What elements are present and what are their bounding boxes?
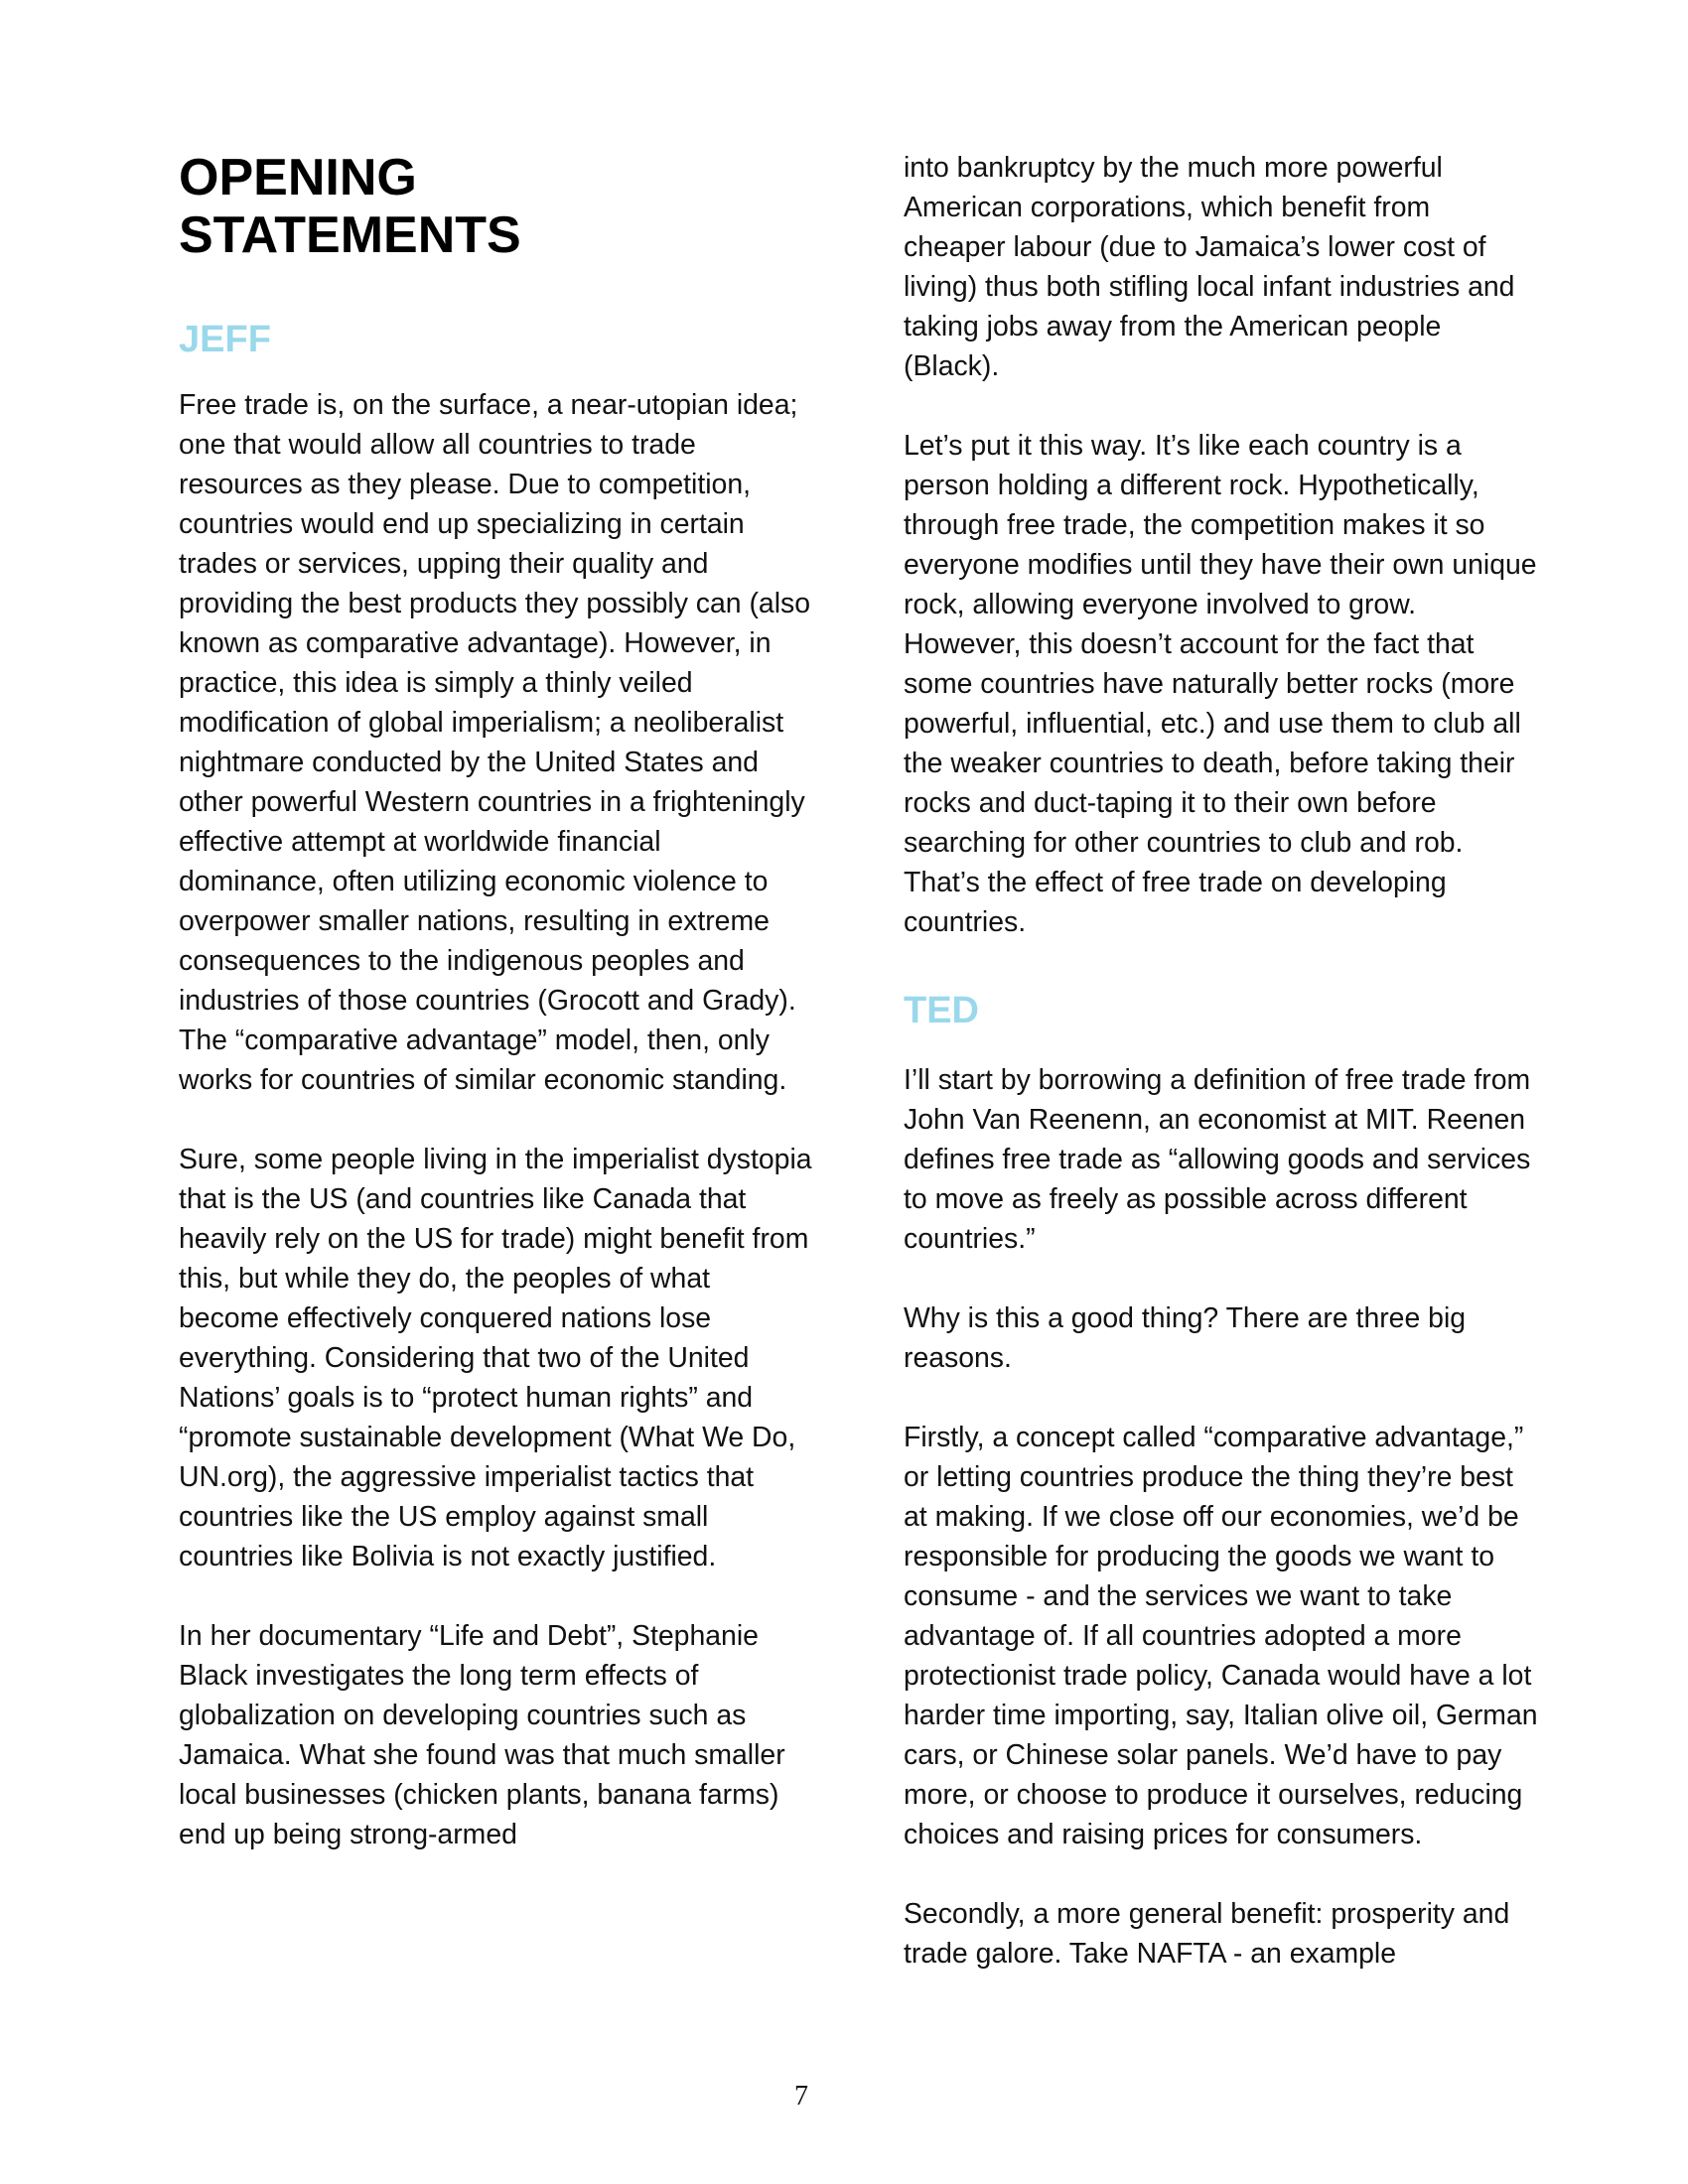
page-title-line-2: STATEMENTS <box>179 206 521 264</box>
ted-paragraph-2: Why is this a good thing? There are three big reasons. <box>904 1302 1467 1374</box>
jeff-paragraph-2: Sure, some people living in the imperialist dystopia that is the US (and countries like Canada that heavily rely on the US for trade) might benefit from this, but while they do, the peoples of what become effectively conquered nations lose everything. Considering that two of the United Nations’ goals is to “protect human rights” and “promote sustainable development (What We Do, UN.org), the aggressive imperialist tactics that countries like the US employ against small countries like Bolivia is not exactly justified. <box>179 1144 812 1572</box>
jeff-paragraph-5: Let’s put it this way. It’s like each country is a person holding a different rock. Hypothetically, through free trade, the competition makes it so everyone modifies until they have their own unique rock, allowing everyone involved to grow. However, this doesn’t account for the fact that some countries have naturally better rocks (more powerful, influential, etc.) and use them to club all the weaker countries to death, before taking their rocks and duct-taping it to their own before searching for other countries to club and rob. That’s the effect of free trade on developing countries. <box>904 430 1537 938</box>
jeff-paragraph-1: Free trade is, on the surface, a near-utopian idea; one that would allow all countries to trade resources as they please. Due to competition, countries would end up specializing in certain trades or services, upping their quality and providing the best products they possibly can (also known as comparative advantage). However, in practice, this idea is simply a thinly veiled modification of global imperialism; a neoliberalist nightmare conducted by the United States and other powerful Western countries in a frighteningly effective attempt at worldwide financial dominance, often utilizing economic violence to overpower smaller nations, resulting in extreme consequences to the indigenous peoples and industries of those countries (Grocott and Grady). The “comparative advantage” model, then, only works for countries of similar economic standing. <box>179 389 810 1096</box>
jeff-paragraph-3: In her documentary “Life and Debt”, Stephanie Black investigates the long term effects of globalization on developing countries such as Jamaica. What she found was that much smaller local businesses (chicken plants, banana farms) end up being strong-armed <box>179 1620 785 1850</box>
jeff-statement-continued <box>904 148 1539 942</box>
page-title-line-1: OPENING <box>179 149 417 206</box>
ted-statement <box>904 1060 1539 1974</box>
jeff-paragraph-4: into bankruptcy by the much more powerful American corporations, which benefit from cheaper labour (due to Jamaica’s lower cost of living) thus both stifling local infant industries and taking jobs away from the American people (Black). <box>904 152 1515 382</box>
ted-paragraph-4: Secondly, a more general benefit: prosperity and trade galore. Take NAFTA - an example <box>904 1898 1510 1970</box>
ted-paragraph-3: Firstly, a concept called “comparative advantage,” or letting countries produce the thing they’re best at making. If we close off our economies, we’d be responsible for producing the goods we want to consume - and the services we want to take advantage of. If all countries adopted a more protectionist trade policy, Canada would have a lot harder time importing, say, Italian olive oil, German cars, or Chinese solar panels. We’d have to pay more, or choose to produce it ourselves, reducing choices and raising prices for consumers. <box>904 1422 1538 1850</box>
page-title <box>179 149 774 264</box>
jeff-statement <box>179 385 814 1854</box>
page-number: 7 <box>794 2081 808 2112</box>
speaker-heading-ted: TED <box>904 990 979 1031</box>
ted-paragraph-1: I’ll start by borrowing a definition of free trade from John Van Reenenn, an economist at MIT. Reenen defines free trade as “allowing goods and services to move as freely as possible across different countries.” <box>904 1064 1531 1255</box>
speaker-heading-jeff: JEFF <box>179 319 271 360</box>
